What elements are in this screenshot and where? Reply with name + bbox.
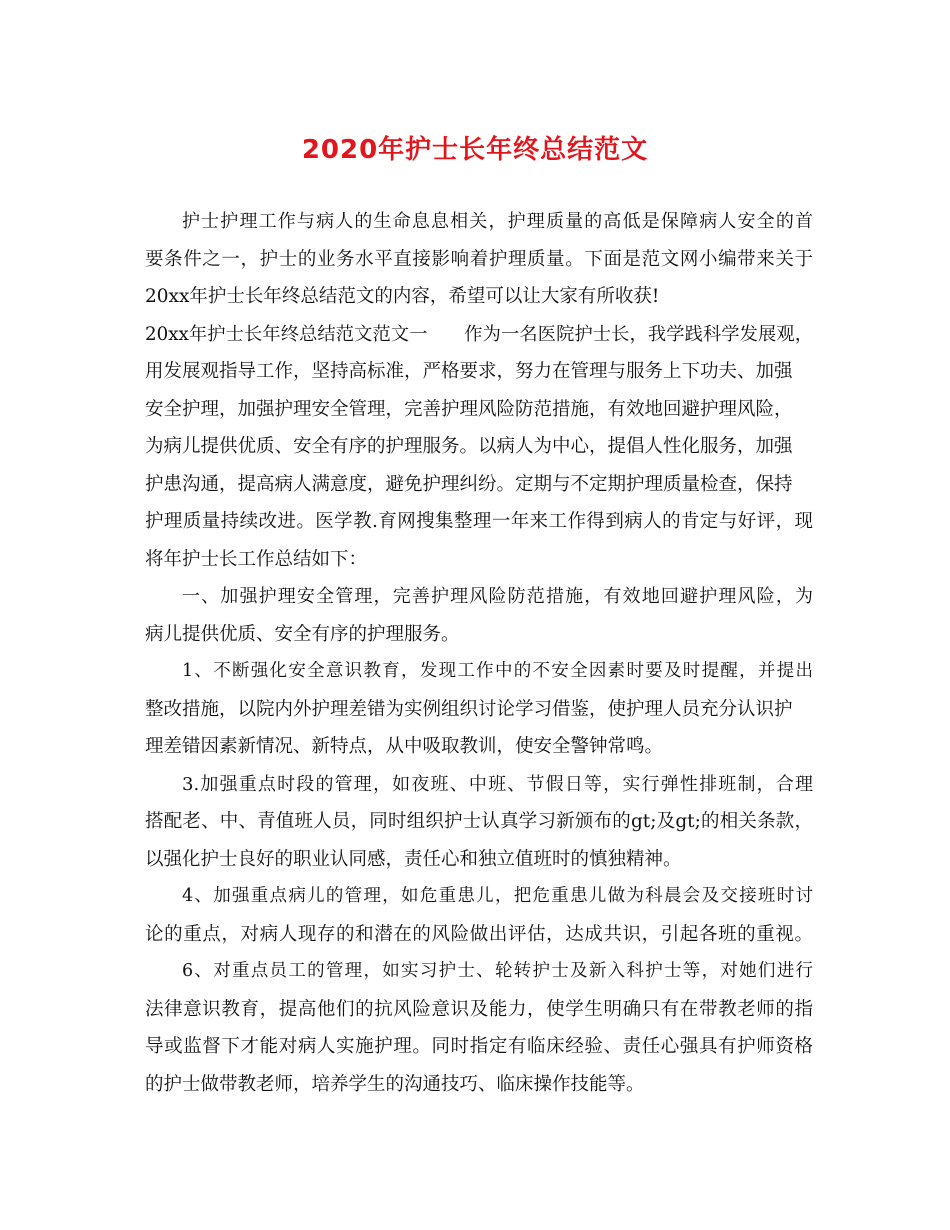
body-line: 论的重点，对病人现存的和潜在的风险做出评估，达成共识，引起各班的重视。: [145, 923, 813, 945]
body-line: 3.加强重点时段的管理，如夜班、中班、节假日等，实行弹性排班制，合理: [182, 773, 813, 795]
body-line: 安全护理，加强护理安全管理，完善护理风险防范措施，有效地回避护理风险，: [145, 398, 793, 420]
body-line: 的护士做带教老师，培养学生的沟通技巧、临床操作技能等。: [145, 1073, 645, 1095]
body-line: 一、加强护理安全管理，完善护理风险防范措施，有效地回避护理风险，为: [182, 586, 813, 607]
body-line: 护士护理工作与病人的生命息息相关，护理质量的高低是保障病人安全的首: [182, 211, 813, 232]
document-body: [145, 203, 813, 1103]
body-line: 理差错因素新情况、新特点，从中吸取教训，使安全警钟常鸣。: [145, 736, 664, 757]
body-line: 4、加强重点病儿的管理，如危重患儿，把危重患儿做为科晨会及交接班时讨: [182, 886, 813, 906]
body-line: 6、对重点员工的管理，如实习护士、轮转护士及新入科护士等，对她们进行: [182, 961, 813, 981]
body-line: 护患沟通，提高病人满意度，避免护理纠纷。定期与不定期护理质量检查，保持: [145, 473, 793, 495]
body-line: 为病儿提供优质、安全有序的护理服务。以病人为中心，提倡人性化服务，加强: [145, 436, 793, 457]
body-line: 以强化护士良好的职业认同感，责任心和独立值班时的慎独精神。: [145, 848, 682, 870]
body-line: 整改措施，以院内外护理差错为实例组织讨论学习借鉴，使护理人员充分认识护: [145, 698, 793, 720]
body-line: 20xx年护士长年终总结范文范文一 作为一名医院护士长，我学践科学发展观，: [145, 323, 813, 345]
body-line: 搭配老、中、青值班人员，同时组织护士认真学习新颁布的gt;及gt;的相关条款，: [145, 811, 813, 832]
body-line: 病儿提供优质、安全有序的护理服务。: [145, 623, 460, 645]
body-line: 法律意识教育，提高他们的抗风险意识及能力，使学生明确只有在带教老师的指: [145, 998, 813, 1020]
body-line: 护理质量持续改进。医学教.育网搜集整理一年来工作得到病人的肯定与好评，现: [145, 511, 813, 532]
body-line: 将年护士长工作总结如下：: [145, 548, 368, 570]
body-line: 用发展观指导工作，坚持高标准，严格要求，努力在管理与服务上下功夫、加强: [145, 361, 793, 382]
document-title: 2020年护士长年终总结范文: [301, 135, 649, 165]
body-line: 要条件之一，护士的业务水平直接影响着护理质量。下面是范文网小编带来关于: [145, 248, 813, 270]
body-line: 导或监督下才能对病人实施护理。同时指定有临床经验、责任心强具有护师资格: [145, 1036, 813, 1057]
body-line: 20xx年护士长年终总结范文的内容，希望可以让大家有所收获!: [145, 286, 660, 307]
body-line: 1、不断强化安全意识教育，发现工作中的不安全因素时要及时提醒，并提出: [182, 661, 813, 681]
